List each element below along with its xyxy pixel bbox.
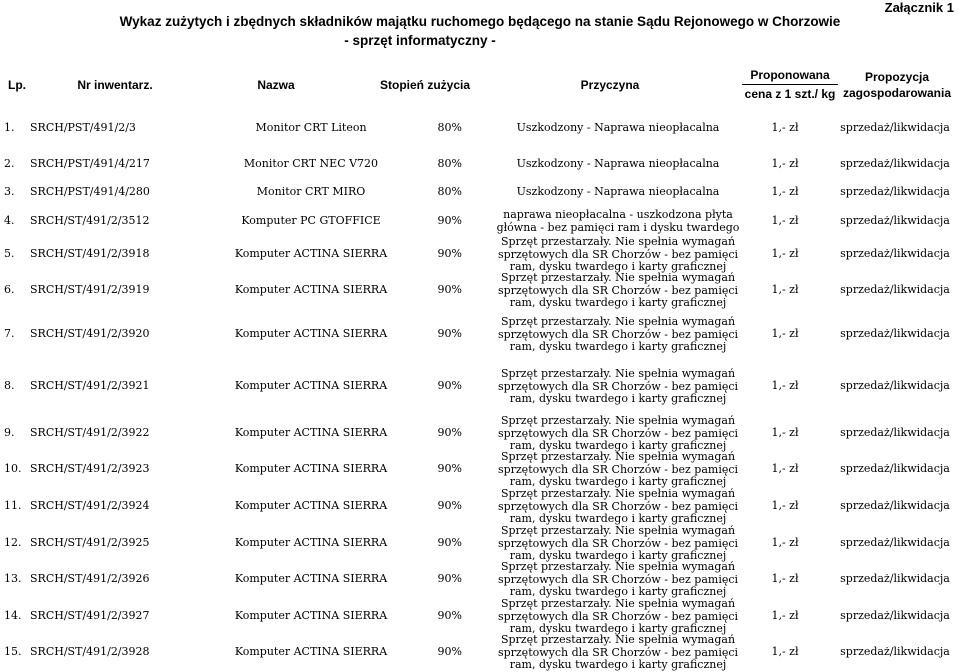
wear-degree: 80% — [437, 185, 462, 198]
reason: Uszkodzony - Naprawa nieopłacalna — [516, 157, 720, 170]
inventory-number: SRCH/ST/491/2/3918 — [30, 247, 150, 260]
inventory-number: SRCH/PST/491/4/280 — [30, 185, 150, 198]
proposed-price: 1,- zł — [771, 283, 799, 296]
item-name: Komputer ACTINA SIERRA — [234, 379, 388, 392]
row-number: 15. — [4, 645, 22, 658]
row-number: 5. — [4, 247, 15, 260]
wear-degree: 90% — [437, 247, 462, 260]
disposal-proposal: sprzedaż/likwidacja — [840, 185, 950, 198]
reason: Sprzęt przestarzały. Nie spełnia wymagań sprzętowych dla SR Chorzów - bez pamięci ram, dysku twardego i karty graficznej — [497, 315, 739, 354]
item-name: Komputer ACTINA SIERRA — [234, 327, 388, 340]
row-number: 8. — [4, 379, 15, 392]
reason: Sprzęt przestarzały. Nie spełnia wymagań sprzętowych dla SR Chorzów - bez pamięci ram, dysku twardego i karty graficznej — [497, 414, 739, 453]
header-price-top: Proponowana — [750, 68, 830, 82]
reason: Sprzęt przestarzały. Nie spełnia wymagań sprzętowych dla SR Chorzów - bez pamięci ram, dysku twardego i karty graficznej — [497, 271, 739, 310]
item-name: Komputer ACTINA SIERRA — [234, 609, 388, 622]
disposal-proposal: sprzedaż/likwidacja — [840, 572, 950, 585]
header-inv: Nr inwentarz. — [77, 78, 153, 92]
reason: Sprzęt przestarzały. Nie spełnia wymagań sprzętowych dla SR Chorzów - bez pamięci ram, dysku twardego i karty graficznej — [497, 487, 739, 526]
wear-degree: 90% — [437, 536, 462, 549]
item-name: Monitor CRT NEC V720 — [243, 157, 379, 170]
reason: Sprzęt przestarzały. Nie spełnia wymagań sprzętowych dla SR Chorzów - bez pamięci ram, dysku twardego i karty graficznej — [497, 524, 739, 563]
row-number: 10. — [4, 462, 22, 475]
reason: Uszkodzony - Naprawa nieopłacalna — [516, 121, 720, 134]
disposal-proposal: sprzedaż/likwidacja — [840, 157, 950, 170]
header-price-bottom: cena z 1 szt./ kg — [744, 87, 836, 101]
item-name: Komputer ACTINA SIERRA — [234, 572, 388, 585]
inventory-number: SRCH/ST/491/2/3925 — [30, 536, 150, 549]
inventory-number: SRCH/ST/491/2/3919 — [30, 283, 150, 296]
inventory-number: SRCH/ST/491/2/3928 — [30, 645, 150, 658]
row-number: 9. — [4, 426, 15, 439]
reason: Uszkodzony - Naprawa nieopłacalna — [516, 185, 720, 198]
proposed-price: 1,- zł — [771, 572, 799, 585]
header-lp: Lp. — [8, 78, 26, 92]
reason: Sprzęt przestarzały. Nie spełnia wymagań sprzętowych dla SR Chorzów - bez pamięci ram, dysku twardego i karty graficznej — [497, 367, 739, 406]
proposed-price: 1,- zł — [771, 247, 799, 260]
inventory-number: SRCH/ST/491/2/3924 — [30, 499, 150, 512]
inventory-number: SRCH/ST/491/2/3923 — [30, 462, 150, 475]
reason: Sprzęt przestarzały. Nie spełnia wymagań sprzętowych dla SR Chorzów - bez pamięci ram, dysku twardego i karty graficznej — [497, 235, 739, 274]
disposal-proposal: sprzedaż/likwidacja — [840, 609, 950, 622]
item-name: Komputer ACTINA SIERRA — [234, 247, 388, 260]
row-number: 1. — [4, 121, 15, 134]
row-number: 14. — [4, 609, 22, 622]
wear-degree: 90% — [437, 462, 462, 475]
reason: naprawa nieopłacalna - uszkodzona płyta główna - bez pamięci ram i dysku twardego — [496, 208, 740, 234]
wear-degree: 90% — [437, 572, 462, 585]
proposed-price: 1,- zł — [771, 609, 799, 622]
inventory-number: SRCH/ST/491/2/3926 — [30, 572, 150, 585]
row-number: 2. — [4, 157, 15, 170]
document-subtitle: - sprzęt informatyczny - — [344, 33, 496, 48]
row-number: 3. — [4, 185, 15, 198]
inventory-number: SRCH/PST/491/4/217 — [30, 157, 150, 170]
reason: Sprzęt przestarzały. Nie spełnia wymagań sprzętowych dla SR Chorzów - bez pamięci ram, dysku twardego i karty graficznej — [497, 633, 739, 672]
inventory-number: SRCH/ST/491/2/3922 — [30, 426, 150, 439]
proposed-price: 1,- zł — [771, 185, 799, 198]
wear-degree: 90% — [437, 426, 462, 439]
reason: Sprzęt przestarzały. Nie spełnia wymagań sprzętowych dla SR Chorzów - bez pamięci ram, dysku twardego i karty graficznej — [497, 450, 739, 489]
proposed-price: 1,- zł — [771, 499, 799, 512]
header-price-divider — [742, 84, 838, 85]
reason: Sprzęt przestarzały. Nie spełnia wymagań sprzętowych dla SR Chorzów - bez pamięci ram, dysku twardego i karty graficznej — [497, 560, 739, 599]
wear-degree: 80% — [437, 121, 462, 134]
wear-degree: 90% — [437, 645, 462, 658]
disposal-proposal: sprzedaż/likwidacja — [840, 247, 950, 260]
annex-label: Załącznik 1 — [884, 0, 954, 15]
inventory-number: SRCH/ST/491/2/3927 — [30, 609, 150, 622]
proposed-price: 1,- zł — [771, 426, 799, 439]
disposal-proposal: sprzedaż/likwidacja — [840, 214, 950, 227]
item-name: Komputer ACTINA SIERRA — [234, 283, 388, 296]
disposal-proposal: sprzedaż/likwidacja — [840, 462, 950, 475]
proposed-price: 1,- zł — [771, 157, 799, 170]
disposal-proposal: sprzedaż/likwidacja — [840, 379, 950, 392]
header-reason: Przyczyna — [580, 78, 640, 92]
inventory-number: SRCH/ST/491/2/3921 — [30, 379, 150, 392]
wear-degree: 90% — [437, 214, 462, 227]
header-disposal: Propozycja zagospodarowania — [842, 70, 952, 100]
item-name: Komputer PC GTOFFICE — [241, 214, 381, 227]
row-number: 6. — [4, 283, 15, 296]
reason: Sprzęt przestarzały. Nie spełnia wymagań sprzętowych dla SR Chorzów - bez pamięci ram, dysku twardego i karty graficznej — [497, 597, 739, 636]
header-degree: Stopień zużycia — [379, 78, 471, 92]
item-name: Monitor CRT MIRO — [256, 185, 366, 198]
disposal-proposal: sprzedaż/likwidacja — [840, 327, 950, 340]
wear-degree: 90% — [437, 499, 462, 512]
inventory-number: SRCH/ST/491/2/3920 — [30, 327, 150, 340]
row-number: 4. — [4, 214, 15, 227]
wear-degree: 80% — [437, 157, 462, 170]
proposed-price: 1,- zł — [771, 645, 799, 658]
disposal-proposal: sprzedaż/likwidacja — [840, 645, 950, 658]
item-name: Komputer ACTINA SIERRA — [234, 426, 388, 439]
row-number: 13. — [4, 572, 22, 585]
disposal-proposal: sprzedaż/likwidacja — [840, 426, 950, 439]
proposed-price: 1,- zł — [771, 379, 799, 392]
disposal-proposal: sprzedaż/likwidacja — [840, 283, 950, 296]
item-name: Monitor CRT Liteon — [255, 121, 367, 134]
inventory-number: SRCH/ST/491/2/3512 — [30, 214, 150, 227]
wear-degree: 90% — [437, 379, 462, 392]
inventory-number: SRCH/PST/491/2/3 — [30, 121, 136, 134]
row-number: 7. — [4, 327, 15, 340]
proposed-price: 1,- zł — [771, 214, 799, 227]
wear-degree: 90% — [437, 609, 462, 622]
proposed-price: 1,- zł — [771, 121, 799, 134]
disposal-proposal: sprzedaż/likwidacja — [840, 499, 950, 512]
document-title: Wykaz zużytych i zbędnych składników majątku ruchomego będącego na stanie Sądu Rejonowego w Chorzowie — [119, 14, 841, 29]
item-name: Komputer ACTINA SIERRA — [234, 499, 388, 512]
proposed-price: 1,- zł — [771, 327, 799, 340]
item-name: Komputer ACTINA SIERRA — [234, 536, 388, 549]
item-name: Komputer ACTINA SIERRA — [234, 462, 388, 475]
disposal-proposal: sprzedaż/likwidacja — [840, 121, 950, 134]
item-name: Komputer ACTINA SIERRA — [234, 645, 388, 658]
row-number: 11. — [4, 499, 22, 512]
wear-degree: 90% — [437, 283, 462, 296]
header-name: Nazwa — [257, 78, 295, 92]
row-number: 12. — [4, 536, 22, 549]
proposed-price: 1,- zł — [771, 536, 799, 549]
proposed-price: 1,- zł — [771, 462, 799, 475]
wear-degree: 90% — [437, 327, 462, 340]
disposal-proposal: sprzedaż/likwidacja — [840, 536, 950, 549]
